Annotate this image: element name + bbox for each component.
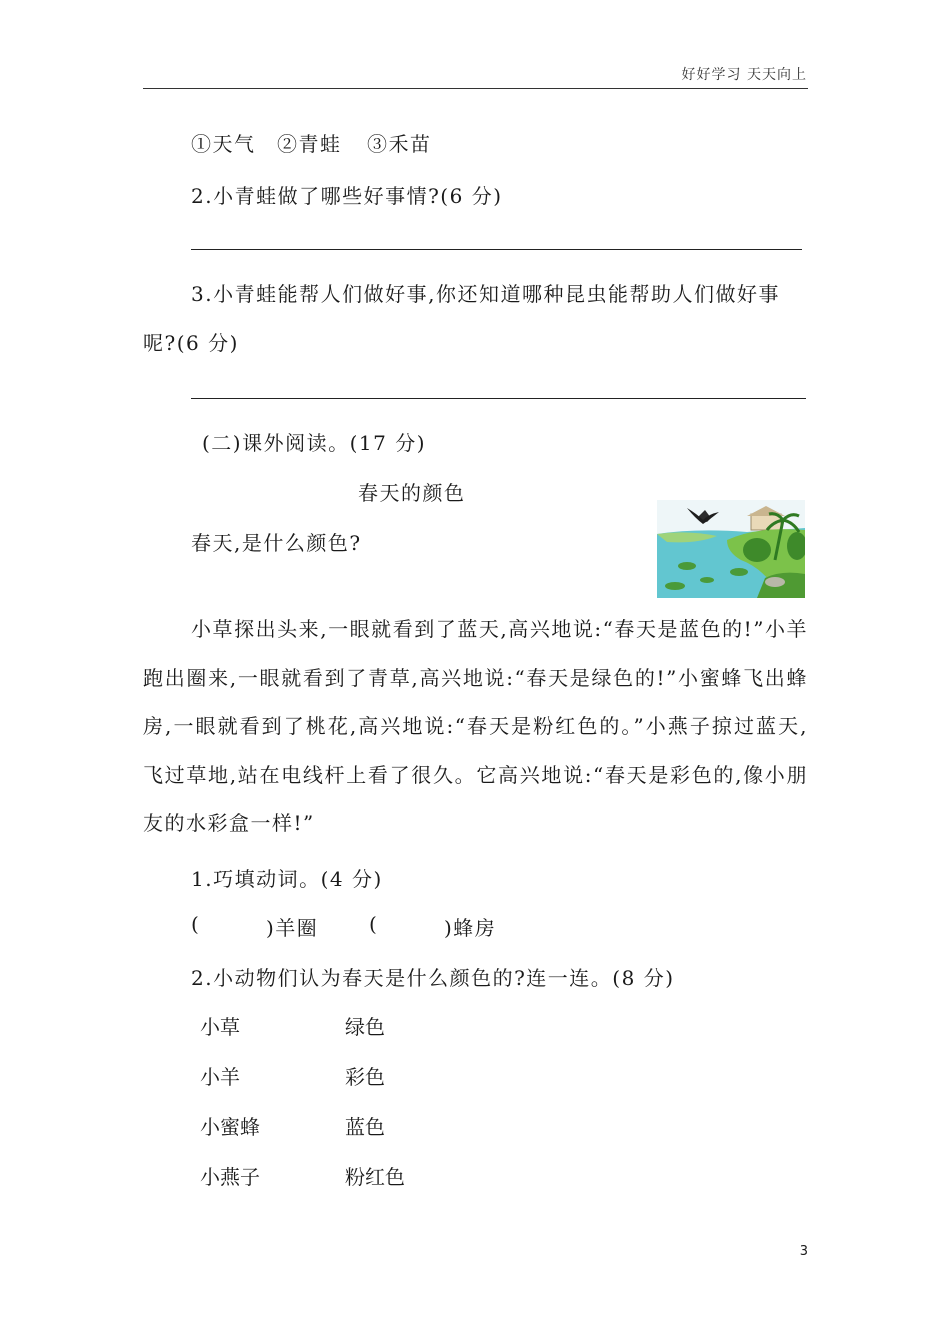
q3-text-line1: 3.小青蛙能帮人们做好事,你还知道哪种昆虫能帮助人们做好事: [191, 282, 780, 306]
match-color[interactable]: 蓝色: [345, 1115, 385, 1139]
match-animal[interactable]: 小蜜蜂: [200, 1115, 260, 1139]
exercise1-title: 1.巧填动词。(4 分): [191, 867, 383, 891]
q1-option-seedling: ③禾苗: [367, 132, 432, 156]
blank1-label: )羊圈: [266, 916, 319, 940]
blank1-input[interactable]: [205, 912, 267, 938]
passage-body: 小草探出头来,一眼就看到了蓝天,高兴地说:“春天是蓝色的!”小羊跑出圈来,一眼就看到了青草,高兴地说:“春天是绿色的!”小蜜蜂飞出蜂房,一眼就看到了桃花,高兴地说:“春天是粉红色的。”小燕子掠过蓝天,飞过草地,站在电线杆上看了很久。它高兴地说:“春天是彩色的,像小朋友的水彩盒一样!”: [143, 617, 808, 836]
match-animal[interactable]: 小羊: [200, 1065, 240, 1089]
q2-answer-line[interactable]: [191, 249, 802, 250]
blank2-open: (: [369, 912, 379, 936]
match-color[interactable]: 绿色: [345, 1015, 385, 1039]
q3-answer-line[interactable]: [191, 398, 806, 399]
section-heading: (二)课外阅读。(17 分): [202, 431, 427, 455]
page-number: 3: [799, 1244, 808, 1259]
match-animal[interactable]: 小草: [200, 1015, 240, 1039]
passage-title: 春天的颜色: [358, 481, 466, 505]
q1-option-frog: ②青蛙: [277, 132, 342, 156]
blank2-label: )蜂房: [444, 916, 497, 940]
spring-lake-illustration: [657, 500, 805, 598]
passage-intro: 春天,是什么颜色?: [191, 531, 362, 555]
match-animal[interactable]: 小燕子: [200, 1165, 260, 1189]
q3-text-line2: 呢?(6 分): [143, 331, 239, 355]
exercise2-title: 2.小动物们认为春天是什么颜色的?连一连。(8 分): [191, 966, 675, 990]
page-header: 好好学习 天天向上: [681, 67, 807, 83]
q1-option-weather: ①天气: [191, 132, 256, 156]
blank1-open: (: [191, 912, 201, 936]
q2-text: 2.小青蛙做了哪些好事情?(6 分): [191, 184, 503, 208]
match-color[interactable]: 粉红色: [345, 1165, 405, 1189]
blank2-input[interactable]: [383, 912, 445, 938]
match-color[interactable]: 彩色: [345, 1065, 385, 1089]
header-divider: [143, 88, 808, 89]
